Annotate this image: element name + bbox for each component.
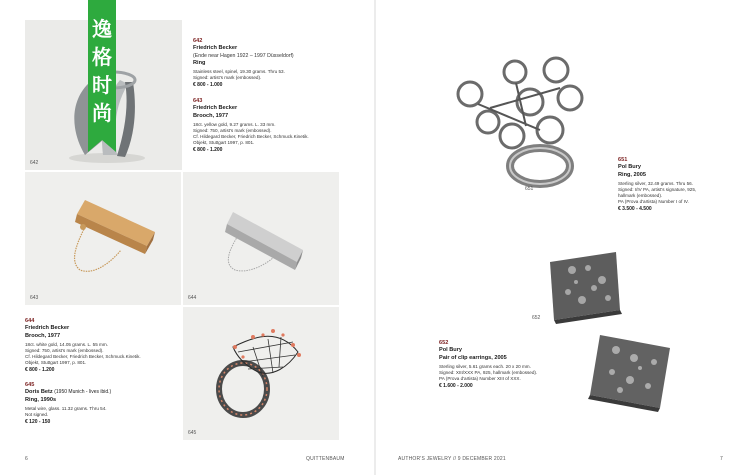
photo-label: 644 bbox=[188, 295, 197, 301]
footer-page-number-left: 6 bbox=[25, 456, 28, 462]
lot-desc-line: Signed: XIII/XXX PA, 925, hallmark (embossed). bbox=[439, 370, 538, 376]
lot-desc-line: Signed: artist's mark (embossed). bbox=[193, 75, 262, 81]
lot-desc-line: Signed: 750, artist's mark (embossed). bbox=[193, 128, 272, 134]
lot-desc-line: Objekt, Stuttgart 1997, p. 801. bbox=[193, 140, 255, 146]
maker-name bbox=[25, 389, 175, 396]
lot-title: Ring, 1990s bbox=[25, 396, 57, 403]
lot-number: 651 bbox=[618, 157, 628, 163]
maker-note: (1950 Munich - lives ibid.) bbox=[54, 389, 112, 396]
maker-name: Pol Bury bbox=[439, 347, 463, 354]
badge-char: 尚 bbox=[92, 101, 112, 125]
footer-catalog-title: AUTHOR'S JEWELRY // 9 DECEMBER 2021 bbox=[398, 456, 506, 462]
lot-643-entry bbox=[193, 98, 363, 154]
lot-price: € 800 - 1.000 bbox=[193, 82, 223, 89]
page-gutter bbox=[374, 0, 376, 475]
maker-note: (Ende near Hagen 1922 – 1997 Düsseldorf) bbox=[193, 52, 294, 59]
lot-desc-line: hallmark (embossed). bbox=[618, 193, 663, 199]
maker-name: Friedrich Becker bbox=[193, 45, 238, 52]
lot-desc-line: Signed: I/IV PA, artist's signature, 925, bbox=[618, 187, 697, 193]
lot-651-entry bbox=[618, 157, 738, 213]
photo-label: 652 bbox=[532, 315, 541, 321]
lot-644-entry bbox=[25, 318, 175, 374]
lot-desc-line: PA (Prova d'artista) Number XIII of XXX. bbox=[439, 376, 521, 382]
photo-label: 643 bbox=[30, 295, 39, 301]
lot-desc-line: Cf. Hildegard Becker, Friedrich Becker, Schmuck.Kinetik. bbox=[193, 134, 309, 140]
lot-title: Ring bbox=[193, 59, 206, 66]
lot-desc-line: PA (Prova d'artista) Number I of IV. bbox=[618, 199, 689, 205]
lot-price: € 1.600 - 2.000 bbox=[439, 383, 473, 390]
watermark-badge bbox=[88, 0, 116, 152]
lot-desc-line: Signed: 750, artist's mark (embossed). bbox=[25, 348, 104, 354]
badge-char: 格 bbox=[92, 45, 112, 69]
lot-title: Ring, 2005 bbox=[618, 171, 646, 178]
photo-lot-645 bbox=[183, 307, 339, 440]
footer-publisher: QUITTENBAUM bbox=[306, 456, 345, 462]
lot-number: 643 bbox=[193, 98, 203, 104]
lot-645-entry bbox=[25, 382, 175, 426]
lot-title: Pair of clip earrings, 2005 bbox=[439, 354, 507, 361]
photo-label: 651 bbox=[525, 186, 534, 192]
lot-price: € 800 - 1.200 bbox=[193, 147, 223, 154]
lot-title: Brooch, 1977 bbox=[25, 332, 61, 339]
lot-number: 652 bbox=[439, 340, 449, 346]
maker-name: Friedrich Becker bbox=[193, 105, 238, 112]
lot-desc-line: Sterling silver, 5.61 grams each. 20 x 20 mm. bbox=[439, 364, 531, 370]
wire-ring-image bbox=[183, 307, 339, 440]
photo-lot-643 bbox=[25, 172, 181, 305]
lot-desc-line: Stainless steel, spinel, 19.30 grams. Thru 53. bbox=[193, 68, 285, 74]
badge-char: 时 bbox=[92, 73, 112, 97]
gold-brooch-image bbox=[25, 172, 181, 305]
photo-lot-644 bbox=[183, 172, 339, 305]
lot-price: € 800 - 1.200 bbox=[25, 367, 55, 374]
lot-desc-line: Objekt, Stuttgart 1997, p. 801. bbox=[25, 360, 87, 366]
lot-652-entry bbox=[439, 340, 579, 390]
lot-desc-line: 18ct. yellow gold, 9.27 grams. L. 33 mm. bbox=[193, 122, 276, 128]
lot-title: Brooch, 1977 bbox=[193, 112, 229, 119]
white-gold-brooch-image bbox=[183, 172, 339, 305]
photo-label: 645 bbox=[188, 430, 197, 436]
photo-label: 642 bbox=[30, 160, 39, 166]
maker-name: Friedrich Becker bbox=[25, 325, 70, 332]
lot-price: € 3.500 - 4.500 bbox=[618, 206, 652, 213]
lot-number: 645 bbox=[25, 382, 35, 388]
lot-price: € 120 - 150 bbox=[25, 419, 51, 426]
silver-ring-image bbox=[430, 38, 600, 196]
lot-desc-line: Not signed. bbox=[25, 412, 49, 418]
lot-642-entry bbox=[193, 38, 363, 89]
lot-number: 642 bbox=[193, 38, 203, 44]
badge-char: 逸 bbox=[92, 17, 112, 41]
footer-page-number-right: 7 bbox=[720, 456, 723, 462]
lot-desc-line: Sterling silver, 32.49 grams. Thru 56. bbox=[618, 181, 693, 187]
lot-desc-line: Cf. Hildegard Becker, Friedrich Becker, Schmuck.Kinetik. bbox=[25, 354, 141, 360]
lot-number: 644 bbox=[25, 318, 35, 324]
maker-name-text: Doris Betz bbox=[25, 389, 53, 396]
lot-desc-line: 18ct. white gold, 14.05 grams. L. 55 mm. bbox=[25, 342, 108, 348]
photo-lot-651 bbox=[430, 38, 600, 196]
lot-desc-line: Metal wire, glass. 11.32 grams. Thru 54. bbox=[25, 406, 107, 412]
maker-name: Pol Bury bbox=[618, 164, 642, 171]
